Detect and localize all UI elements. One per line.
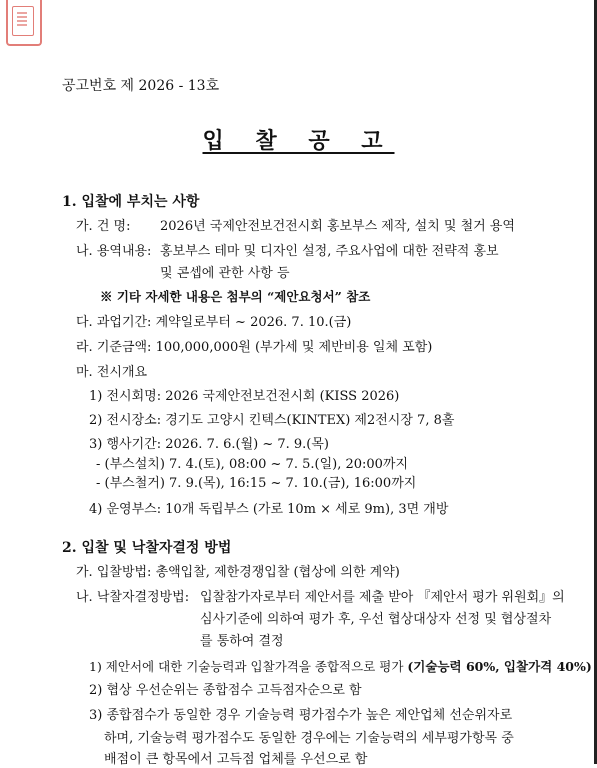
section2-heading: 2. 입찰 및 낙찰자결정 방법 <box>62 540 232 556</box>
item-e2: 2) 전시장소: 경기도 고양시 킨텍스(KINTEX) 제2전시장 7, 8홀 <box>89 413 455 428</box>
award-method-value: 입찰참가자로부터 제안서를 제출 받아 『제안서 평가 위원회』의 <box>200 590 565 605</box>
bid-method: 가. 입찰방법: 총액입찰, 제한경쟁입찰 (협상에 의한 계약) <box>76 565 400 580</box>
notice-number: 공고번호 제 2026 - 13호 <box>62 78 220 94</box>
item-e3-install: - (부스설치) 7. 4.(토), 08:00 ~ 7. 5.(일), 20:00까지 <box>96 457 409 472</box>
item-e: 마. 전시개요 <box>76 365 148 380</box>
section1-heading: 1. 입찰에 부치는 사항 <box>62 194 200 210</box>
criterion-3-cont-2: 배점이 큰 항목에서 고득점 업체를 우선으로 함 <box>104 752 368 767</box>
award-method-value-3: 를 통하여 결정 <box>200 634 284 649</box>
item-e1: 1) 전시회명: 2026 국제안전보건전시회 (KISS 2026) <box>89 389 400 404</box>
item-a-value: 2026년 국제안전보건전시회 홍보부스 제작, 설치 및 철거 용역 <box>160 219 515 234</box>
item-e3-removal: - (부스철거) 7. 9.(목), 16:15 ~ 7. 10.(금), 16:00까지 <box>96 476 417 491</box>
item-e3: 3) 행사기간: 2026. 7. 6.(월) ~ 7. 9.(목) <box>89 437 330 452</box>
official-seal-stamp <box>6 0 42 46</box>
item-b-label: 나. 용역내용: <box>76 244 152 259</box>
item-c: 다. 과업기간: 계약일로부터 ~ 2026. 7. 10.(금) <box>76 315 352 330</box>
item-a-label: 가. 건 명: <box>76 219 131 234</box>
item-d: 라. 기준금액: 100,000,000원 (부가세 및 제반비용 일체 포함) <box>76 340 433 355</box>
criterion-3: 3) 종합점수가 동일한 경우 기술능력 평가점수가 높은 제안업체 선순위자로 <box>89 708 513 723</box>
page-title: 입 찰 공 고 <box>202 128 395 154</box>
item-e4: 4) 운영부스: 10개 독립부스 (가로 10m × 세로 9m), 3면 개방 <box>89 502 449 517</box>
award-method-value-2: 심사기준에 의하여 평가 후, 우선 협상대상자 선정 및 협상절차 <box>200 612 552 627</box>
criterion-2: 2) 협상 우선순위는 종합점수 고득점자순으로 함 <box>89 683 362 698</box>
reference-note: ※ 기타 자세한 내용은 첨부의 “제안요청서” 참조 <box>100 289 371 304</box>
item-b-value: 홍보부스 테마 및 디자인 설정, 주요사업에 대한 전략적 홍보 <box>160 244 499 259</box>
item-b-value-cont: 및 콘셉에 관한 사항 등 <box>160 266 290 281</box>
criterion-3-cont: 하며, 기술능력 평가점수도 동일한 경우에는 기술능력의 세부평가항목 중 <box>104 731 514 746</box>
award-method-label: 나. 낙찰자결정방법: <box>76 590 190 605</box>
criterion-1: 1) 제안서에 대한 기술능력과 입찰가격을 종합적으로 평가 (기술능력 60%, 입찰가격 40%) <box>89 659 592 674</box>
